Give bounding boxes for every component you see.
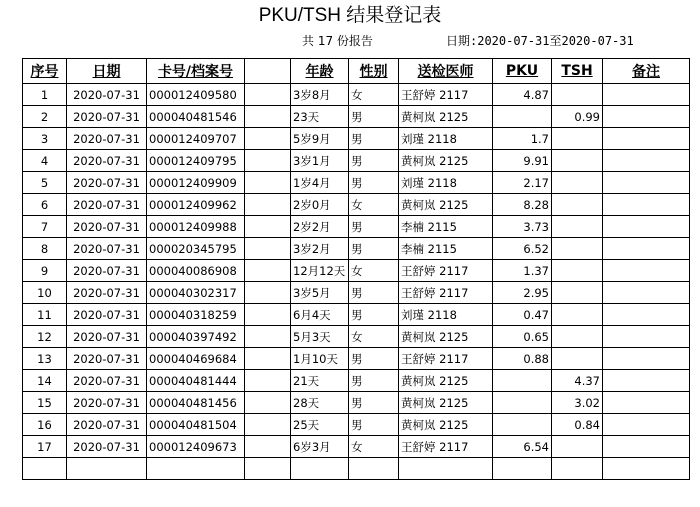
cell-sex: 男 [349, 216, 399, 238]
header-row [23, 59, 690, 84]
cell-card: 000040086908 [147, 260, 245, 282]
cell-empty [245, 458, 291, 480]
cell-seq: 4 [23, 150, 67, 172]
cell-date: 2020-07-31 [67, 414, 147, 436]
cell-sex: 女 [349, 194, 399, 216]
cell-date: 2020-07-31 [67, 106, 147, 128]
cell-doctor: 王舒婷 2117 [399, 348, 493, 370]
cell-doctor: 王舒婷 2117 [399, 436, 493, 458]
cell-seq: 8 [23, 238, 67, 260]
cell-card: 000040481504 [147, 414, 245, 436]
cell-pku: 2.95 [493, 282, 552, 304]
cell-pku [493, 414, 552, 436]
cell-note [603, 194, 690, 216]
empty-row [23, 458, 690, 480]
cell-date: 2020-07-31 [67, 128, 147, 150]
cell-empty [603, 458, 690, 480]
date-range: 日期:2020-07-31至2020-07-31 [446, 34, 634, 48]
col-header-tsh: TSH [552, 59, 603, 84]
cell-gap [245, 282, 291, 304]
cell-note [603, 84, 690, 106]
page-title: PKU/TSH 结果登记表 [258, 5, 442, 26]
cell-note [603, 172, 690, 194]
cell-seq: 3 [23, 128, 67, 150]
cell-pku: 2.17 [493, 172, 552, 194]
cell-pku: 3.73 [493, 216, 552, 238]
cell-empty [349, 458, 399, 480]
table-row [23, 326, 690, 348]
cell-age: 5岁9月 [291, 128, 349, 150]
cell-doctor: 刘瑾 2118 [399, 128, 493, 150]
cell-date: 2020-07-31 [67, 282, 147, 304]
cell-tsh [552, 326, 603, 348]
cell-card: 000040481444 [147, 370, 245, 392]
cell-age: 21天 [291, 370, 349, 392]
cell-tsh [552, 194, 603, 216]
cell-gap [245, 304, 291, 326]
cell-tsh: 4.37 [552, 370, 603, 392]
cell-empty [399, 458, 493, 480]
cell-date: 2020-07-31 [67, 326, 147, 348]
cell-date: 2020-07-31 [67, 392, 147, 414]
cell-age: 3岁8月 [291, 84, 349, 106]
cell-note [603, 106, 690, 128]
cell-tsh: 0.99 [552, 106, 603, 128]
cell-empty [552, 458, 603, 480]
cell-gap [245, 370, 291, 392]
cell-card: 000012409707 [147, 128, 245, 150]
cell-doctor: 黄柯岚 2125 [399, 106, 493, 128]
cell-tsh [552, 216, 603, 238]
cell-card: 000012409962 [147, 194, 245, 216]
cell-card: 000040481456 [147, 392, 245, 414]
cell-doctor: 李楠 2115 [399, 216, 493, 238]
cell-tsh [552, 128, 603, 150]
cell-pku: 8.28 [493, 194, 552, 216]
cell-note [603, 414, 690, 436]
cell-age: 25天 [291, 414, 349, 436]
cell-gap [245, 348, 291, 370]
cell-sex: 男 [349, 304, 399, 326]
cell-age: 6岁3月 [291, 436, 349, 458]
cell-card: 000040318259 [147, 304, 245, 326]
cell-doctor: 李楠 2115 [399, 238, 493, 260]
cell-sex: 女 [349, 84, 399, 106]
table-row [23, 282, 690, 304]
cell-gap [245, 84, 291, 106]
cell-gap [245, 106, 291, 128]
cell-note [603, 150, 690, 172]
table-body [23, 84, 690, 480]
cell-tsh [552, 172, 603, 194]
table-row [23, 304, 690, 326]
cell-seq: 14 [23, 370, 67, 392]
table-row [23, 348, 690, 370]
col-header-note: 备注 [603, 59, 690, 84]
cell-note [603, 260, 690, 282]
cell-tsh [552, 260, 603, 282]
cell-note [603, 436, 690, 458]
cell-card: 000012409909 [147, 172, 245, 194]
cell-seq: 6 [23, 194, 67, 216]
cell-pku: 6.54 [493, 436, 552, 458]
cell-sex: 男 [349, 150, 399, 172]
cell-gap [245, 238, 291, 260]
cell-seq: 12 [23, 326, 67, 348]
cell-date: 2020-07-31 [67, 150, 147, 172]
cell-seq: 15 [23, 392, 67, 414]
cell-age: 2岁0月 [291, 194, 349, 216]
cell-tsh [552, 238, 603, 260]
cell-seq: 10 [23, 282, 67, 304]
cell-seq: 11 [23, 304, 67, 326]
cell-gap [245, 392, 291, 414]
cell-pku: 9.91 [493, 150, 552, 172]
table-row [23, 194, 690, 216]
cell-pku: 6.52 [493, 238, 552, 260]
cell-seq: 2 [23, 106, 67, 128]
cell-pku [493, 370, 552, 392]
cell-note [603, 238, 690, 260]
cell-sex: 女 [349, 436, 399, 458]
cell-date: 2020-07-31 [67, 84, 147, 106]
cell-date: 2020-07-31 [67, 194, 147, 216]
cell-age: 2岁2月 [291, 216, 349, 238]
table-row [23, 392, 690, 414]
cell-sex: 女 [349, 326, 399, 348]
cell-age: 5月3天 [291, 326, 349, 348]
cell-seq: 1 [23, 84, 67, 106]
col-header-sex: 性别 [349, 59, 399, 84]
table-row [23, 238, 690, 260]
cell-gap [245, 260, 291, 282]
cell-sex: 男 [349, 348, 399, 370]
table-row [23, 436, 690, 458]
cell-age: 6月4天 [291, 304, 349, 326]
cell-empty [291, 458, 349, 480]
cell-doctor: 王舒婷 2117 [399, 282, 493, 304]
cell-sex: 男 [349, 238, 399, 260]
cell-doctor: 黄柯岚 2125 [399, 326, 493, 348]
cell-note [603, 216, 690, 238]
cell-age: 3岁2月 [291, 238, 349, 260]
cell-card: 000020345795 [147, 238, 245, 260]
cell-tsh [552, 436, 603, 458]
cell-card: 000012409795 [147, 150, 245, 172]
cell-note [603, 326, 690, 348]
col-header-gap [245, 59, 291, 84]
cell-card: 000012409988 [147, 216, 245, 238]
cell-date: 2020-07-31 [67, 370, 147, 392]
cell-gap [245, 150, 291, 172]
cell-age: 12月12天 [291, 260, 349, 282]
cell-tsh [552, 348, 603, 370]
table-row [23, 150, 690, 172]
cell-date: 2020-07-31 [67, 436, 147, 458]
table-row [23, 106, 690, 128]
cell-gap [245, 436, 291, 458]
cell-pku [493, 106, 552, 128]
cell-date: 2020-07-31 [67, 172, 147, 194]
cell-doctor: 王舒婷 2117 [399, 260, 493, 282]
cell-pku: 1.37 [493, 260, 552, 282]
cell-age: 3岁1月 [291, 150, 349, 172]
cell-card: 000040481546 [147, 106, 245, 128]
cell-pku: 1.7 [493, 128, 552, 150]
table-row [23, 414, 690, 436]
cell-age: 1月10天 [291, 348, 349, 370]
cell-note [603, 282, 690, 304]
cell-date: 2020-07-31 [67, 238, 147, 260]
cell-sex: 男 [349, 392, 399, 414]
report-count: 共 17 份报告 [302, 34, 373, 48]
cell-note [603, 128, 690, 150]
table-row [23, 128, 690, 150]
cell-card: 000012409673 [147, 436, 245, 458]
cell-card: 000040302317 [147, 282, 245, 304]
table-row [23, 370, 690, 392]
cell-empty [147, 458, 245, 480]
cell-gap [245, 128, 291, 150]
cell-date: 2020-07-31 [67, 304, 147, 326]
cell-note [603, 348, 690, 370]
cell-age: 23天 [291, 106, 349, 128]
cell-pku: 0.47 [493, 304, 552, 326]
cell-seq: 16 [23, 414, 67, 436]
cell-note [603, 304, 690, 326]
cell-sex: 女 [349, 260, 399, 282]
cell-doctor: 黄柯岚 2125 [399, 194, 493, 216]
cell-tsh: 3.02 [552, 392, 603, 414]
cell-pku: 0.65 [493, 326, 552, 348]
cell-card: 000040397492 [147, 326, 245, 348]
cell-note [603, 392, 690, 414]
col-header-seq: 序号 [23, 59, 67, 84]
cell-sex: 男 [349, 106, 399, 128]
cell-doctor: 刘瑾 2118 [399, 304, 493, 326]
cell-sex: 男 [349, 414, 399, 436]
cell-gap [245, 194, 291, 216]
cell-doctor: 刘瑾 2118 [399, 172, 493, 194]
cell-pku: 0.88 [493, 348, 552, 370]
cell-doctor: 王舒婷 2117 [399, 84, 493, 106]
cell-pku: 4.87 [493, 84, 552, 106]
cell-sex: 男 [349, 172, 399, 194]
cell-gap [245, 216, 291, 238]
cell-tsh: 0.84 [552, 414, 603, 436]
cell-gap [245, 326, 291, 348]
cell-sex: 男 [349, 282, 399, 304]
cell-age: 1岁4月 [291, 172, 349, 194]
cell-gap [245, 172, 291, 194]
col-header-date: 日期 [67, 59, 147, 84]
table-row [23, 84, 690, 106]
col-header-doctor: 送检医师 [399, 59, 493, 84]
cell-pku [493, 392, 552, 414]
cell-date: 2020-07-31 [67, 260, 147, 282]
cell-seq: 9 [23, 260, 67, 282]
cell-seq: 17 [23, 436, 67, 458]
cell-seq: 5 [23, 172, 67, 194]
cell-seq: 13 [23, 348, 67, 370]
cell-note [603, 370, 690, 392]
cell-empty [493, 458, 552, 480]
col-header-age: 年龄 [291, 59, 349, 84]
cell-tsh [552, 150, 603, 172]
table-row [23, 260, 690, 282]
cell-tsh [552, 84, 603, 106]
cell-date: 2020-07-31 [67, 216, 147, 238]
cell-tsh [552, 304, 603, 326]
cell-doctor: 黄柯岚 2125 [399, 392, 493, 414]
cell-sex: 男 [349, 370, 399, 392]
results-table [22, 58, 690, 480]
cell-sex: 男 [349, 128, 399, 150]
col-header-pku: PKU [493, 59, 552, 84]
table-row [23, 216, 690, 238]
cell-age: 28天 [291, 392, 349, 414]
cell-doctor: 黄柯岚 2125 [399, 370, 493, 392]
cell-age: 3岁5月 [291, 282, 349, 304]
cell-gap [245, 414, 291, 436]
cell-doctor: 黄柯岚 2125 [399, 414, 493, 436]
cell-tsh [552, 282, 603, 304]
table-row [23, 172, 690, 194]
cell-card: 000040469684 [147, 348, 245, 370]
cell-empty [23, 458, 67, 480]
col-header-card: 卡号/档案号 [147, 59, 245, 84]
cell-empty [67, 458, 147, 480]
cell-date: 2020-07-31 [67, 348, 147, 370]
cell-seq: 7 [23, 216, 67, 238]
cell-doctor: 黄柯岚 2125 [399, 150, 493, 172]
cell-card: 000012409580 [147, 84, 245, 106]
